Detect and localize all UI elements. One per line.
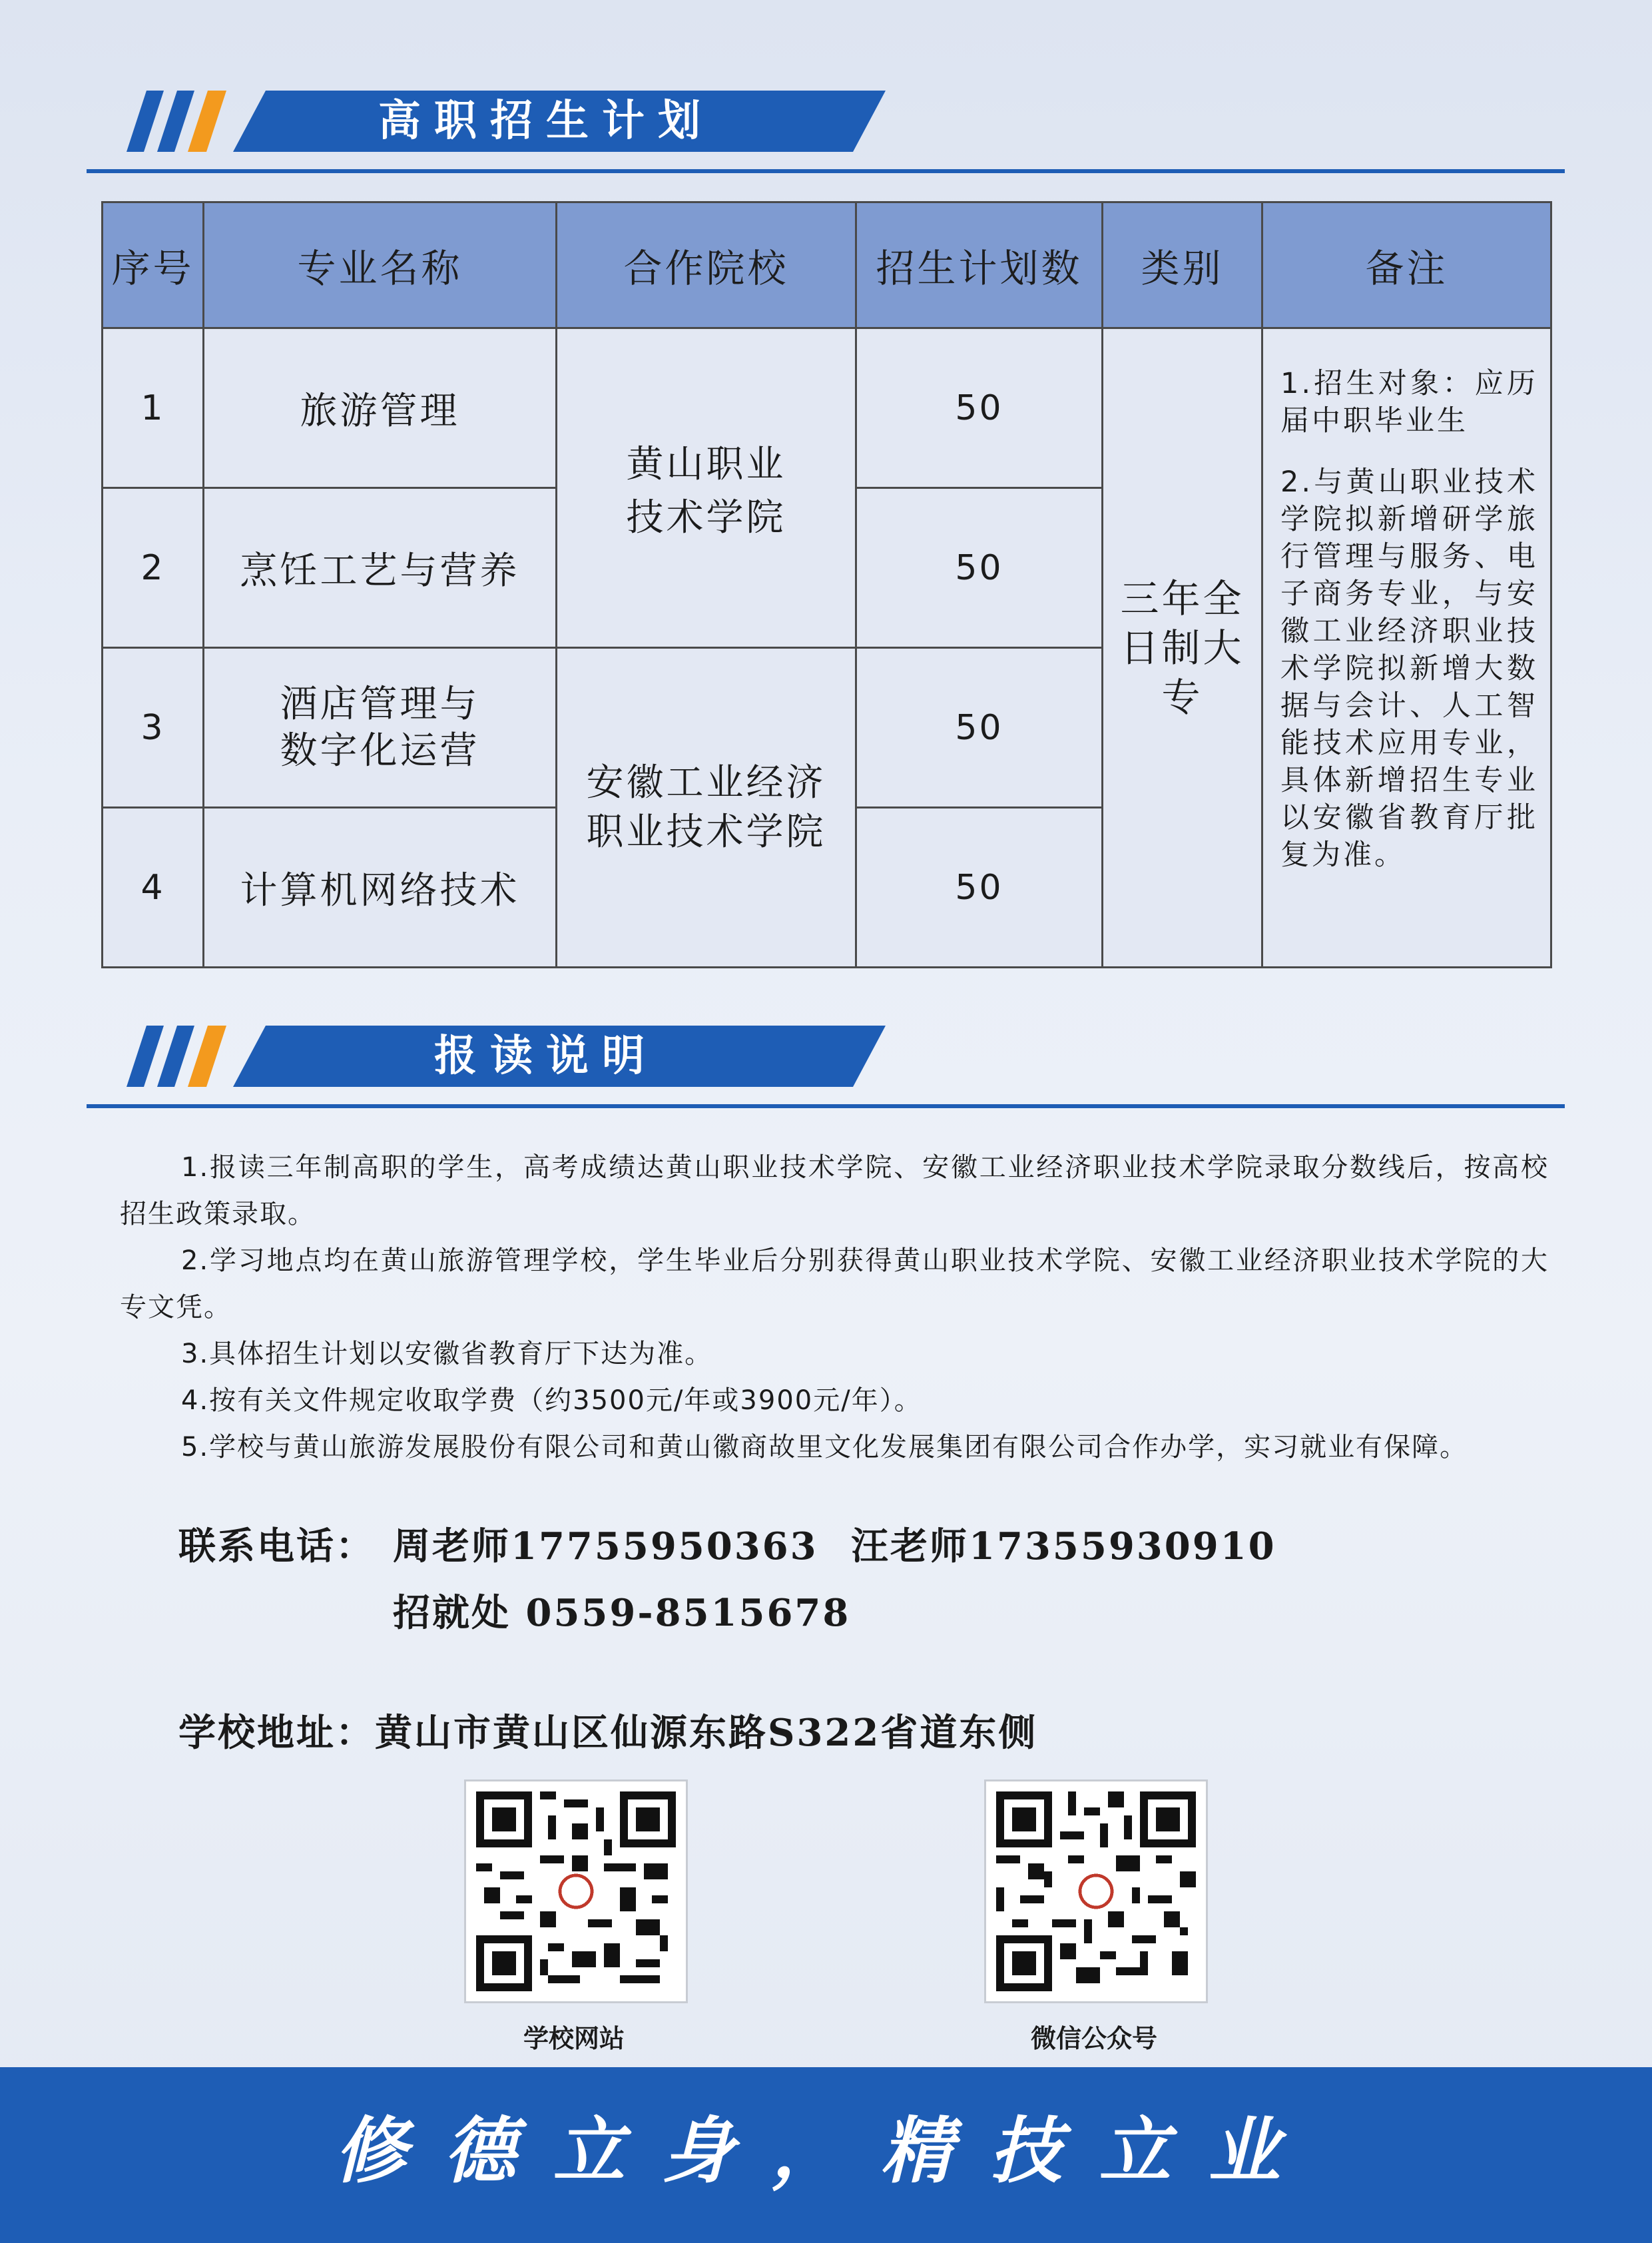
section-rule [87,169,1565,173]
qr-code-website [464,1779,688,2003]
instructions-list [120,1144,1549,1470]
row-number: 1 [103,328,204,488]
major-name: 酒店管理与数字化运营 [204,648,557,808]
header-cell-no: 序号 [103,202,204,328]
instruction-item: 3.具体招生计划以安徽省教育厅下达为准。 [181,1339,713,1369]
stripes-icon [127,1026,246,1087]
major-name: 烹饪工艺与营养 [204,488,557,648]
section-header-plan [127,79,1565,159]
table-header-row [103,202,1551,328]
instruction-item: 1.报读三年制高职的学生，高考成绩达黄山职业技术学院、安徽工业经济职业技术学院录取分数线后，按高校招生政策录取。 [120,1152,1549,1229]
contact-office: 招就处 0559-8515678 [393,1591,851,1635]
section-rule [87,1104,1565,1108]
section-title: 报读说明 [434,1032,658,1081]
contact-label: 联系电话： [178,1524,375,1568]
qr-caption-wechat: 微信公众号 [1030,2023,1157,2053]
contact-teacher-zhou: 周老师17755950363 [393,1524,818,1568]
row-number: 2 [103,488,204,648]
instruction-item: 5.学校与黄山旅游发展股份有限公司和黄山徽商故里文化发展集团有限公司合作办学，实习就业有保障。 [181,1432,1468,1462]
enrollment-count: 50 [856,648,1103,808]
header-cell-notes: 备注 [1262,202,1551,328]
enrollment-count: 50 [856,808,1103,968]
contact-teacher-wang: 汪老师17355930910 [851,1524,1276,1568]
major-name: 计算机网络技术 [204,808,557,968]
row-number: 3 [103,648,204,808]
qr-code-icon [996,1791,1196,1991]
partner-school: 黄山职业技术学院 [557,328,856,648]
section-title: 高职招生计划 [378,97,714,146]
footer-banner [0,2067,1652,2243]
qr-code-wechat [984,1779,1208,2003]
note-item: 1.招生对象：应历届中职毕业生 [1280,367,1538,438]
header-cell-school: 合作院校 [557,202,856,328]
program-category: 三年全日制大专 [1103,328,1262,968]
qr-code-icon [476,1791,676,1991]
notes-cell [1262,328,1551,968]
major-name: 旅游管理 [204,328,557,488]
enrollment-count: 50 [856,488,1103,648]
instruction-item: 4.按有关文件规定收取学费（约3500元/年或3900元/年）。 [181,1385,922,1416]
school-address: 学校地址：黄山市黄山区仙源东路S322省道东侧 [178,1711,1038,1755]
enrollment-count: 50 [856,328,1103,488]
footer-slogan: 修德立身，精技立业 [334,2110,1318,2193]
row-number: 4 [103,808,204,968]
qr-caption-website: 学校网站 [523,2023,625,2053]
enrollment-plan-table [101,201,1552,968]
table-row [103,328,1551,488]
instruction-item: 2.学习地点均在黄山旅游管理学校，学生毕业后分别获得黄山职业技术学院、安徽工业经济职业技术学院的大专文凭。 [120,1245,1549,1323]
header-cell-major: 专业名称 [204,202,557,328]
stripes-icon [127,91,246,152]
header-cell-count: 招生计划数 [856,202,1103,328]
header-cell-category: 类别 [1103,202,1262,328]
partner-school: 安徽工业经济职业技术学院 [557,648,856,968]
section-header-instructions [127,1014,1565,1094]
note-item: 2.与黄山职业技术学院拟新增研学旅行管理与服务、电子商务专业，与安徽工业经济职业技术学院拟新增大数据与会计、人工智能技术应用专业，具体新增招生专业以安徽省教育厅批复为准。 [1280,466,1538,872]
